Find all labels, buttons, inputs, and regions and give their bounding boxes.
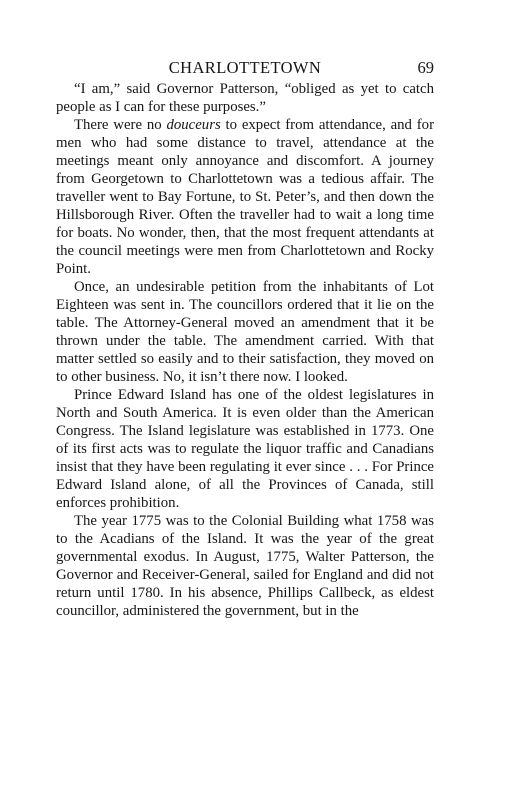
paragraph: [56, 116, 434, 278]
paragraph-text: There were no: [74, 117, 167, 133]
paragraph-text: to expect from attendance, and for men who had some distance to travel, attendance at the meetings meant only annoyance and discomfort. A journey from Georgetown to Charlottetown was a tedious affair. The traveller went to Bay Fortune, to St. Peter’s, and then down the Hillsborough River. Often the traveller had to wait a long time for boats. No wonder, then, that the most frequent attendants at the council meetings were men from Charlottetown and Rocky Point.: [56, 117, 434, 277]
paragraph: Prince Edward Island has one of the oldest legislatures in North and South America. It is even older than the American Congress. The Island legislature was established in 1773. One of its first acts was to regulate the liquor traffic and Canadians insist that they have been regulating it ever since . . . For Prince Edward Island alone, of all the Provinces of Canada, still enforces prohibition.: [56, 387, 434, 511]
running-title: CHARLOTTETOWN: [168, 58, 322, 77]
page-number: 69: [417, 58, 434, 77]
paragraph: The year 1775 was to the Colonial Building what 1758 was to the Acadians of the Island. It was the year of the great governmental exodus. In August, 1775, Walter Patterson, the Governor and Receiver-General, sailed for England and did not return until 1780. In his absence, Phillips Callbeck, as eldest councillor, administered the government, but in the: [56, 513, 434, 619]
body-text: [56, 80, 434, 620]
paragraph: Once, an undesirable petition from the inhabitants of Lot Eighteen was sent in. The councillors ordered that it lie on the table. The Attorney-General moved an amendment that it be thrown under the table. The amendment carried. With that matter settled so easily and to their satisfaction, they moved on to other business. No, it isn’t there now. I looked.: [56, 279, 434, 385]
page-header: [56, 58, 434, 78]
paragraph: “I am,” said Governor Patterson, “obliged as yet to catch people as I can for these purposes.”: [56, 81, 434, 115]
italic-term: douceurs: [166, 117, 221, 133]
